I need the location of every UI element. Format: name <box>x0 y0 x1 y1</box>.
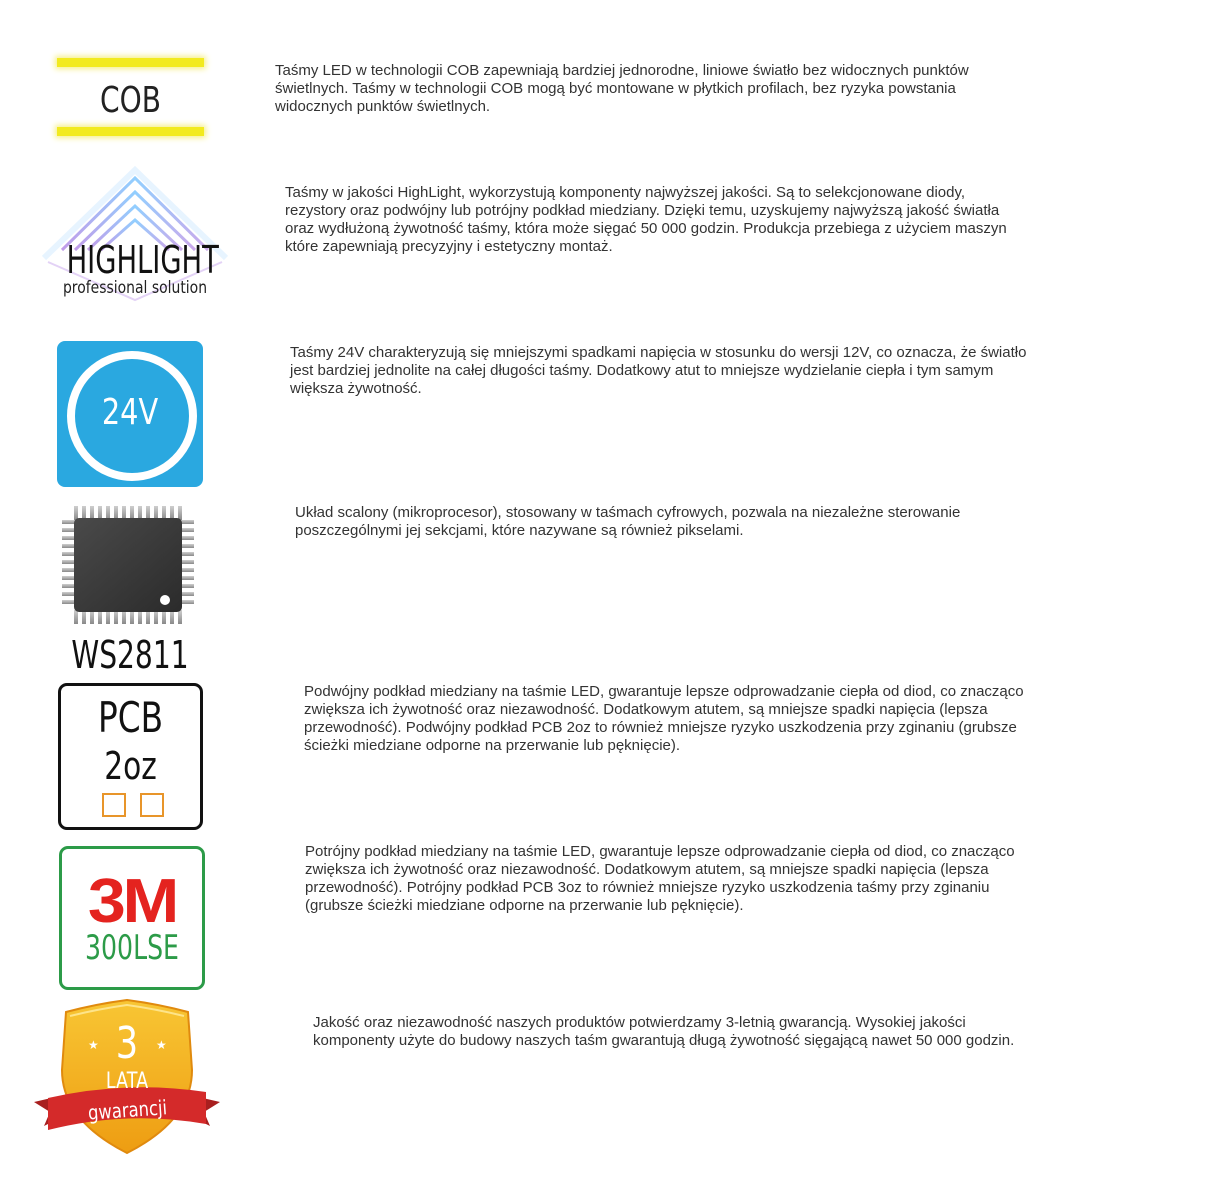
feature-description: Taśmy 24V charakteryzują się mniejszymi spadkami napięcia w stosunku do wersji 12V, co oznacza, że światło jest bardziej jednolite na całej długości taśmy. Dodatkowy atut to mniejsze wydzielanie ciepła i tym samym większa żywotność. <box>290 344 1027 397</box>
warranty-ribbon-label: gwarancji <box>87 1095 168 1125</box>
feature-description: Jakość oraz niezawodność naszych produktów potwierdzamy 3-letnią gwarancją. Wysokiej jakości komponenty użyte do budowy naszych taśm gwarantują długą żywotność sięgającą nawet 50 000 godzin. <box>313 1014 1015 1049</box>
pcb-oz-label: 2oz <box>104 744 157 788</box>
feature-description: Układ scalony (mikroprocesor), stosowany w taśmach cyfrowych, pozwala na niezależne sterowanie poszczególnymi jej sekcjami, które nazywane są również pikselami. <box>295 504 961 539</box>
24v-label: 24V <box>101 392 159 433</box>
cob-label: COB <box>100 80 161 121</box>
feature-description: Potrójny podkład miedziany na taśmie LED, gwarantuje lepsze odprowadzanie ciepła od diod, co znacząco zwiększa ich żywotność oraz niezawodność. Dodatkowym atutem, są mniejsze spadki napięcia (lepsza przewodność). Potrójny podkład PCB 3oz to również mniejsze ryzyko uszkodzenia taśmy przy zginaniu (grubsze ścieżki miedziane odporne na przerwanie lub pęknięcie). <box>305 843 1015 914</box>
warranty-years-number: 3 <box>115 1018 139 1069</box>
300lse-label: 300LSE <box>85 928 179 968</box>
feature-description: Taśmy LED w technologii COB zapewniają bardziej jednorodne, liniowe światło bez widocznych punktów świetlnych. Taśmy w technologii COB mogą być montowane w płytkich profilach, bez ryzyka powstania widocznych punktów świetlnych. <box>275 62 969 115</box>
ws2811-label: WS2811 <box>71 633 189 677</box>
star-icon: ★ <box>88 1038 99 1052</box>
highlight-subtitle: professional solution <box>62 278 208 298</box>
pcb-label: PCB <box>97 693 164 742</box>
feature-description: Podwójny podkład miedziany na taśmie LED, gwarantuje lepsze odprowadzanie ciepła od diod, co znacząco zwiększa ich żywotność oraz niezawodność. Dodatkowym atutem, są mniejsze spadki napięcia (lepsza przewodność). Podwójny podkład PCB 2oz to również mniejsze ryzyko uszkodzenia przy zginaniu (grubsze ścieżki miedziane odporne na przerwanie lub pęknięcie). <box>304 683 1024 754</box>
warranty-years-unit: LATA <box>105 1069 149 1094</box>
feature-description: Taśmy w jakości HighLight, wykorzystują komponenty najwyższej jakości. Są to selekcjonowane diody, rezystory oraz podwójny lub potrójny podkład miedziany. Dzięki temu, uzyskujemy najwyższą jakość światła oraz wydłużoną żywotność taśmy, która może sięgać 50 000 godzin. Produkcja przebiega z użyciem maszyn które zapewniają precyzyjny i estetyczny montaż. <box>285 184 1007 255</box>
3m-logo: 3M <box>87 867 177 936</box>
star-icon: ★ <box>156 1038 167 1052</box>
highlight-title: HIGHLIGHT <box>66 238 219 282</box>
